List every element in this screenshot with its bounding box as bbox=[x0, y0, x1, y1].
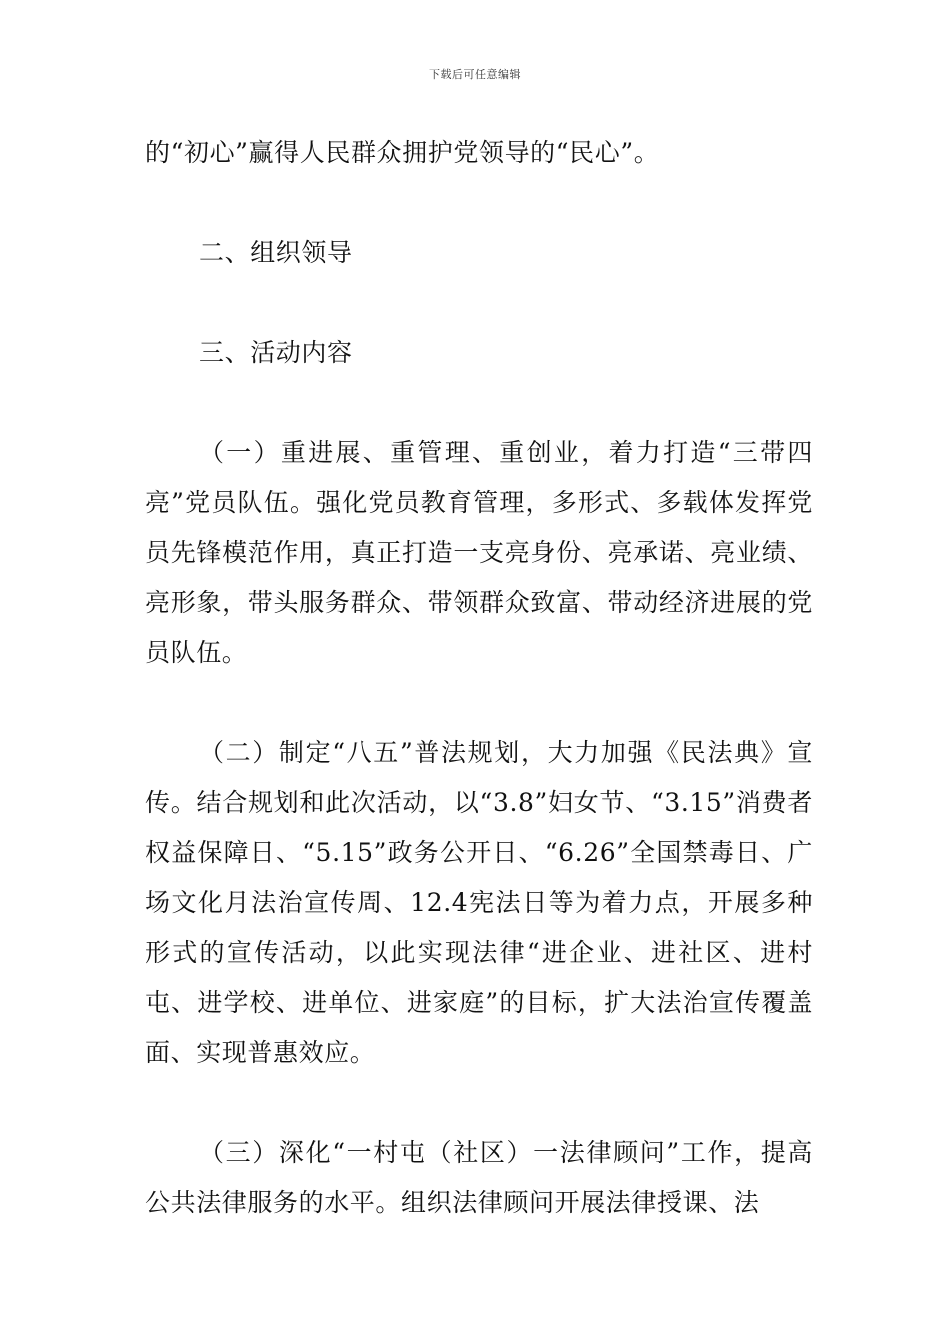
paragraph-item-2: （二）制定“八五”普法规划，大力加强《民法典》宣传。结合规划和此次活动，以“3.8”妇女节、“3.15”消费者权益保障日、“5.15”政务公开日、“6.26”全国禁毒日、广场文化月法治宣传周、12.4宪法日等为着力点，开展多种形式的宣传活动，以此实现法律“进企业、进社区、进村屯、进学校、进单位、进家庭”的目标，扩大法治宣传覆盖面、实现普惠效应。 bbox=[145, 738, 813, 1067]
paragraph-item-3: （三）深化“一村屯（社区）一法律顾问”工作，提高公共法律服务的水平。组织法律顾问开展法律授课、法 bbox=[145, 1138, 813, 1217]
section-heading-organization: 二、组织领导 bbox=[199, 238, 353, 267]
paragraph-item-1: （一）重进展、重管理、重创业，着力打造“三带四亮”党员队伍。强化党员教育管理，多形式、多载体发挥党员先锋模范作用，真正打造一支亮身份、亮承诺、亮业绩、亮形象，带头服务群众、带领群众致富、带动经济进展的党员队伍。 bbox=[145, 438, 813, 667]
paragraph-continuation: 的“初心”赢得人民群众拥护党领导的“民心”。 bbox=[145, 138, 660, 167]
section-heading-activities: 三、活动内容 bbox=[199, 338, 353, 367]
document-body bbox=[145, 128, 813, 1228]
page-header-note: 下载后可任意编辑 bbox=[429, 68, 521, 81]
